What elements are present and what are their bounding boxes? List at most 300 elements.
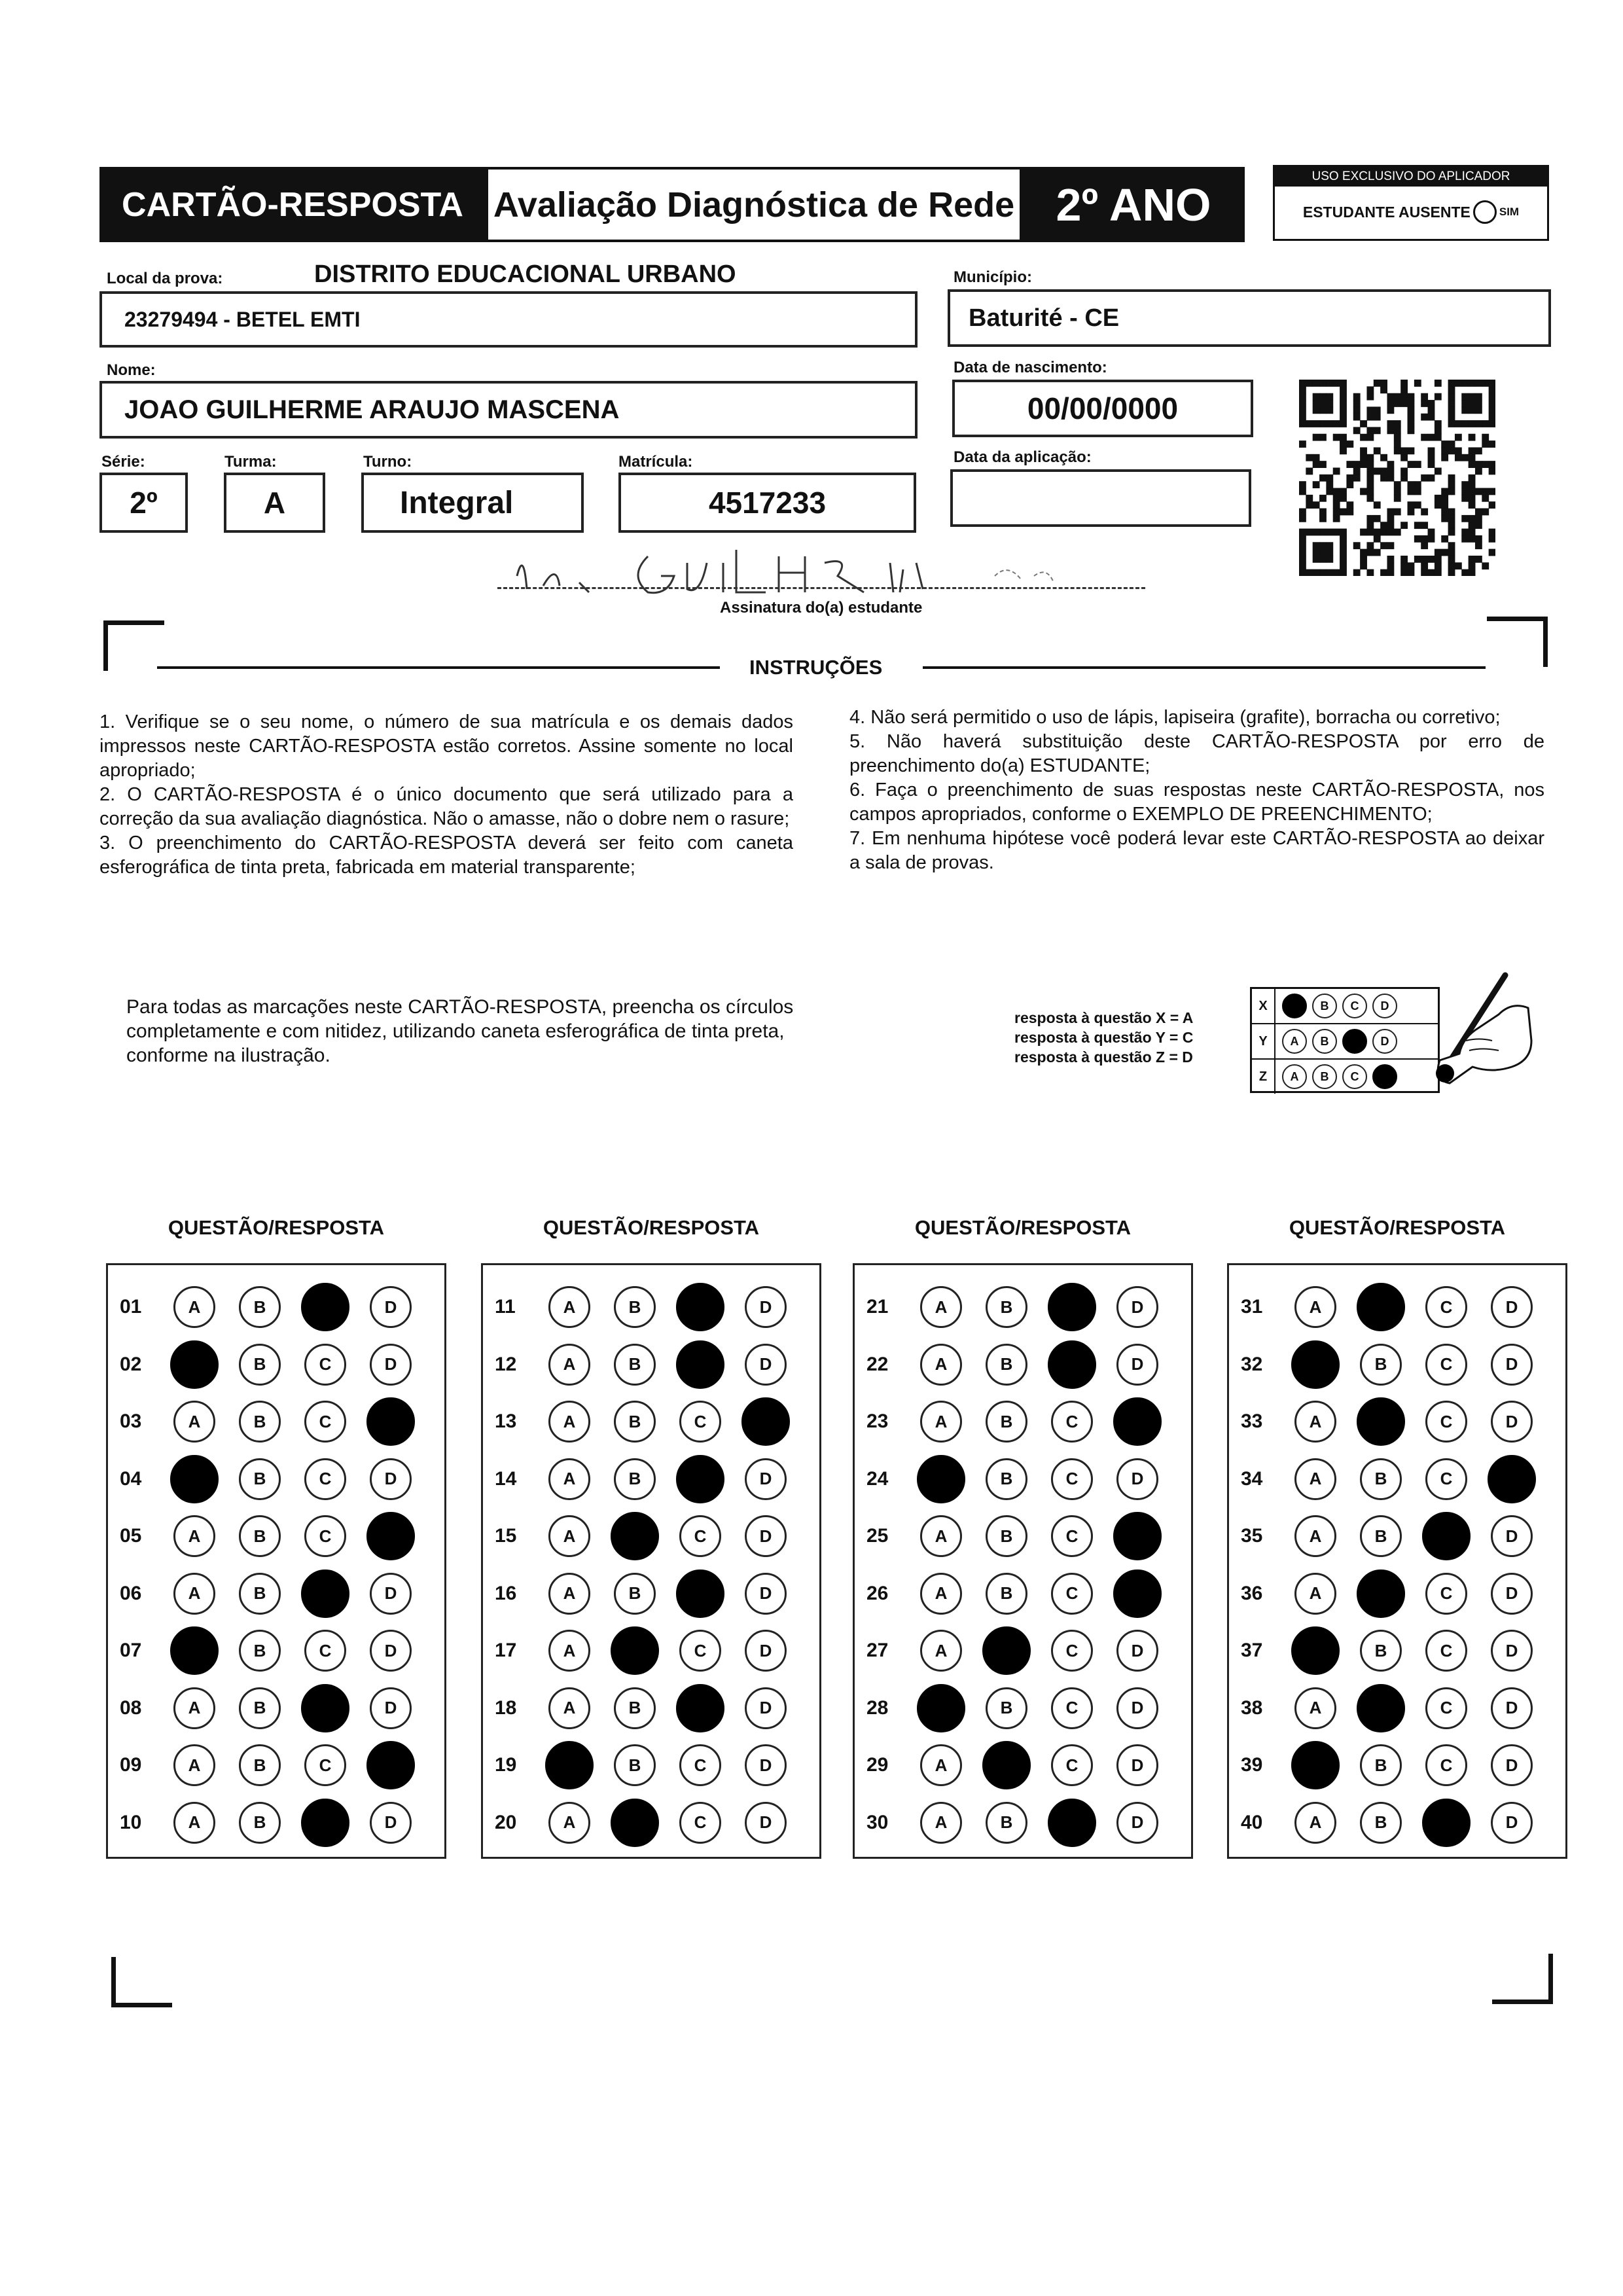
answer-bubble-d[interactable]: D bbox=[745, 1744, 787, 1786]
answer-bubble-b[interactable]: B bbox=[239, 1744, 281, 1786]
answer-bubble-b[interactable]: B bbox=[982, 1741, 1031, 1789]
qr-module bbox=[1469, 481, 1476, 488]
answer-bubble-d[interactable]: D bbox=[1116, 1802, 1158, 1844]
turno-field[interactable] bbox=[361, 473, 584, 533]
answer-bubble-a[interactable]: A bbox=[548, 1630, 590, 1672]
qr-module bbox=[1428, 556, 1435, 563]
answer-bubble-a[interactable]: A bbox=[917, 1455, 965, 1503]
answer-bubble-c[interactable]: C bbox=[1048, 1283, 1096, 1331]
qr-finder-module bbox=[1461, 406, 1469, 414]
answer-bubble-c[interactable]: C bbox=[676, 1570, 724, 1618]
answer-bubble-c[interactable]: C bbox=[304, 1630, 346, 1672]
question-row bbox=[855, 1278, 1191, 1336]
answer-bubble-a[interactable]: A bbox=[1294, 1687, 1336, 1729]
answer-bubble-b[interactable]: B bbox=[1360, 1630, 1402, 1672]
qr-module bbox=[1421, 522, 1428, 529]
qr-module bbox=[1408, 501, 1415, 509]
answer-bubble-a[interactable]: A bbox=[920, 1344, 962, 1386]
question-number: 08 bbox=[120, 1696, 142, 1719]
qr-module bbox=[1408, 400, 1415, 407]
answer-bubble-d[interactable]: D bbox=[370, 1687, 412, 1729]
answer-bubble-c[interactable]: C bbox=[1425, 1344, 1467, 1386]
answer-bubble-b[interactable]: B bbox=[239, 1573, 281, 1615]
answer-bubble-c[interactable]: C bbox=[301, 1570, 349, 1618]
qr-finder-module bbox=[1326, 420, 1333, 427]
answer-bubble-b[interactable]: B bbox=[986, 1573, 1027, 1615]
qr-module bbox=[1299, 481, 1306, 488]
answer-bubble-a[interactable]: A bbox=[1294, 1573, 1336, 1615]
answer-bubble-d[interactable]: D bbox=[745, 1630, 787, 1672]
qr-finder-module bbox=[1299, 386, 1306, 393]
qr-module bbox=[1319, 515, 1327, 522]
answer-bubble-d[interactable]: D bbox=[745, 1515, 787, 1557]
answer-bubble-b[interactable]: B bbox=[986, 1458, 1027, 1500]
turma-value: A bbox=[263, 486, 286, 520]
instruction-item: 7. Em nenhuma hipótese você poderá levar este CARTÃO-RESPOSTA ao deixar a sala de provas. bbox=[849, 828, 1544, 873]
qr-finder-module bbox=[1326, 406, 1333, 414]
qr-module bbox=[1428, 454, 1435, 461]
qr-module bbox=[1448, 549, 1455, 556]
qr-module bbox=[1400, 467, 1408, 475]
qr-module bbox=[1353, 467, 1361, 475]
question-row bbox=[483, 1450, 819, 1508]
answer-bubble-a[interactable]: A bbox=[920, 1744, 962, 1786]
answer-bubble-c[interactable]: C bbox=[1051, 1630, 1093, 1672]
answer-bubble-c[interactable]: C bbox=[301, 1799, 349, 1847]
answer-bubble-b[interactable]: B bbox=[239, 1286, 281, 1328]
answer-bubble-a[interactable]: A bbox=[170, 1626, 219, 1675]
answer-bubble-c[interactable]: C bbox=[304, 1515, 346, 1557]
question-row bbox=[1229, 1565, 1565, 1623]
answer-bubble-a[interactable]: A bbox=[545, 1741, 594, 1789]
question-row bbox=[855, 1679, 1191, 1737]
answer-bubble-c[interactable]: C bbox=[1051, 1515, 1093, 1557]
qr-finder-module bbox=[1489, 393, 1495, 401]
answer-bubble-a[interactable]: A bbox=[170, 1340, 219, 1389]
answer-bubble-d[interactable]: D bbox=[1116, 1687, 1158, 1729]
qr-finder-module bbox=[1319, 549, 1327, 556]
qr-finder-module bbox=[1475, 406, 1482, 414]
absent-checkbox[interactable] bbox=[1473, 200, 1497, 224]
qr-module bbox=[1455, 454, 1462, 461]
answer-bubble-b[interactable]: B bbox=[614, 1573, 656, 1615]
instructions-rule-left bbox=[157, 666, 720, 669]
answer-bubble-a[interactable]: A bbox=[173, 1744, 215, 1786]
question-row bbox=[1229, 1794, 1565, 1852]
answer-bubble-d[interactable]: D bbox=[1113, 1397, 1162, 1446]
answer-bubble-d[interactable]: D bbox=[370, 1573, 412, 1615]
nascimento-value: 00/00/0000 bbox=[1027, 391, 1179, 425]
answer-bubble-c[interactable]: C bbox=[1425, 1573, 1467, 1615]
turma-field[interactable] bbox=[224, 473, 325, 533]
question-number: 17 bbox=[495, 1640, 517, 1661]
qr-finder-module bbox=[1326, 549, 1333, 556]
qr-module bbox=[1448, 529, 1455, 536]
qr-finder-module bbox=[1482, 420, 1489, 427]
example-bubble-b: B bbox=[1312, 994, 1337, 1018]
example-legend-item: resposta à questão X = A bbox=[1014, 1009, 1194, 1026]
answer-bubble-c[interactable]: C bbox=[1425, 1458, 1467, 1500]
answer-bubble-c[interactable]: C bbox=[679, 1515, 721, 1557]
answer-bubble-c[interactable]: C bbox=[1425, 1286, 1467, 1328]
qr-module bbox=[1333, 509, 1340, 516]
answer-bubble-b[interactable]: B bbox=[239, 1802, 281, 1844]
answer-bubble-b[interactable]: B bbox=[1357, 1283, 1405, 1331]
answer-bubble-c[interactable]: C bbox=[304, 1344, 346, 1386]
question-number: 19 bbox=[495, 1754, 517, 1776]
question-row bbox=[108, 1794, 444, 1852]
answer-bubble-d[interactable]: D bbox=[745, 1458, 787, 1500]
answer-bubble-d[interactable]: D bbox=[745, 1286, 787, 1328]
qr-module bbox=[1366, 515, 1374, 522]
qr-finder-module bbox=[1319, 569, 1327, 576]
answer-bubble-b[interactable]: B bbox=[239, 1458, 281, 1500]
qr-module bbox=[1374, 467, 1381, 475]
qr-finder-module bbox=[1306, 529, 1313, 536]
answer-bubble-c[interactable]: C bbox=[1048, 1799, 1096, 1847]
qr-module bbox=[1394, 447, 1401, 454]
answer-bubble-b[interactable]: B bbox=[239, 1687, 281, 1729]
answer-bubble-d[interactable]: D bbox=[366, 1741, 415, 1789]
answer-bubble-a[interactable]: A bbox=[548, 1344, 590, 1386]
qr-module bbox=[1366, 529, 1374, 536]
question-number: 24 bbox=[866, 1467, 889, 1490]
qr-module bbox=[1441, 447, 1448, 454]
qr-module bbox=[1360, 420, 1367, 427]
answer-bubble-b[interactable]: B bbox=[1360, 1458, 1402, 1500]
qr-module bbox=[1333, 488, 1340, 495]
answer-bubble-d[interactable]: D bbox=[745, 1687, 787, 1729]
answer-bubble-d[interactable]: D bbox=[1116, 1630, 1158, 1672]
qr-module bbox=[1360, 461, 1367, 468]
answer-bubble-b[interactable]: B bbox=[239, 1515, 281, 1557]
question-row bbox=[108, 1278, 444, 1336]
qr-module bbox=[1455, 434, 1462, 441]
answer-bubble-a[interactable]: A bbox=[548, 1515, 590, 1557]
qr-finder-module bbox=[1475, 400, 1482, 407]
instruction-item: 6. Faça o preenchimento de suas respostas neste CARTÃO-RESPOSTA, nos campos apropriados, conforme o EXEMPLO DE PREENCHIMENTO; bbox=[849, 780, 1544, 825]
instruction-item: 2. O CARTÃO-RESPOSTA é o único documento que será utilizado para a correção da sua avaliação diagnóstica. Não o amasse, não o dobre nem o rasure; bbox=[99, 784, 793, 829]
answer-bubble-d[interactable]: D bbox=[366, 1397, 415, 1446]
qr-module bbox=[1475, 467, 1482, 475]
qr-module bbox=[1469, 461, 1476, 468]
question-number: 35 bbox=[1241, 1525, 1263, 1547]
answer-bubble-a[interactable]: A bbox=[920, 1401, 962, 1443]
qr-finder-module bbox=[1340, 549, 1347, 556]
question-row bbox=[483, 1565, 819, 1623]
answer-bubble-b[interactable]: B bbox=[239, 1344, 281, 1386]
answer-bubble-d[interactable]: D bbox=[745, 1344, 787, 1386]
answer-bubble-c[interactable]: C bbox=[304, 1458, 346, 1500]
answer-bubble-d[interactable]: D bbox=[745, 1573, 787, 1615]
answer-bubble-d[interactable]: D bbox=[370, 1286, 412, 1328]
answer-bubble-c[interactable]: C bbox=[1425, 1744, 1467, 1786]
question-row bbox=[855, 1794, 1191, 1852]
answer-bubble-d[interactable]: D bbox=[1491, 1630, 1533, 1672]
qr-finder-module bbox=[1299, 393, 1306, 401]
qr-module bbox=[1346, 509, 1353, 516]
qr-module bbox=[1333, 495, 1340, 502]
qr-finder-module bbox=[1469, 393, 1476, 401]
answer-bubble-a[interactable]: A bbox=[548, 1687, 590, 1729]
qr-finder-module bbox=[1313, 556, 1320, 563]
answer-bubble-a[interactable]: A bbox=[548, 1573, 590, 1615]
qr-module bbox=[1428, 529, 1435, 536]
answer-bubble-a[interactable]: A bbox=[917, 1684, 965, 1732]
answer-bubble-c[interactable]: C bbox=[301, 1684, 349, 1732]
qr-module bbox=[1366, 393, 1374, 401]
answer-bubble-b[interactable]: B bbox=[986, 1515, 1027, 1557]
qr-module bbox=[1408, 488, 1415, 495]
answer-bubble-c[interactable]: C bbox=[1425, 1687, 1467, 1729]
answer-bubble-b[interactable]: B bbox=[986, 1286, 1027, 1328]
answer-bubble-c[interactable]: C bbox=[1051, 1744, 1093, 1786]
answer-bubble-c[interactable]: C bbox=[1051, 1573, 1093, 1615]
answer-bubble-c[interactable]: C bbox=[676, 1340, 724, 1389]
qr-module bbox=[1400, 522, 1408, 529]
answer-bubble-a[interactable]: A bbox=[1291, 1741, 1340, 1789]
qr-module bbox=[1448, 569, 1455, 576]
answer-bubble-a[interactable]: A bbox=[548, 1401, 590, 1443]
qr-module bbox=[1414, 461, 1421, 468]
serie-label: Série: bbox=[101, 453, 145, 471]
answer-bubble-d[interactable]: D bbox=[1491, 1344, 1533, 1386]
question-number: 36 bbox=[1241, 1582, 1263, 1604]
answer-bubble-b[interactable]: B bbox=[986, 1687, 1027, 1729]
qr-module bbox=[1414, 556, 1421, 563]
question-row bbox=[483, 1794, 819, 1852]
answer-bubble-d[interactable]: D bbox=[1116, 1286, 1158, 1328]
answer-bubble-b[interactable]: B bbox=[614, 1344, 656, 1386]
qr-finder-module bbox=[1299, 549, 1306, 556]
question-row bbox=[108, 1622, 444, 1679]
answer-bubble-c[interactable]: C bbox=[1422, 1799, 1471, 1847]
answer-bubble-d[interactable]: D bbox=[1116, 1458, 1158, 1500]
answer-bubble-a[interactable]: A bbox=[548, 1458, 590, 1500]
qr-module bbox=[1469, 501, 1476, 509]
qr-finder-module bbox=[1482, 380, 1489, 387]
answer-bubble-a[interactable]: A bbox=[1294, 1401, 1336, 1443]
answer-bubble-b[interactable]: B bbox=[614, 1687, 656, 1729]
qr-finder-module bbox=[1326, 380, 1333, 387]
qr-module bbox=[1408, 461, 1415, 468]
qr-finder-module bbox=[1313, 380, 1320, 387]
answer-bubble-c[interactable]: C bbox=[304, 1401, 346, 1443]
qr-module bbox=[1455, 562, 1462, 569]
answer-bubble-b[interactable]: B bbox=[1360, 1515, 1402, 1557]
nascimento-label: Data de nascimento: bbox=[954, 359, 1107, 376]
answer-bubble-a[interactable]: A bbox=[920, 1802, 962, 1844]
instructions-left bbox=[99, 710, 793, 880]
qr-module bbox=[1306, 454, 1313, 461]
answer-bubble-c[interactable]: C bbox=[676, 1455, 724, 1503]
answer-bubble-d[interactable]: D bbox=[1491, 1515, 1533, 1557]
qr-module bbox=[1469, 495, 1476, 502]
qr-module bbox=[1469, 515, 1476, 522]
answer-bubble-b[interactable]: B bbox=[611, 1626, 659, 1675]
answer-bubble-d[interactable]: D bbox=[1491, 1744, 1533, 1786]
answer-bubble-a[interactable]: A bbox=[173, 1515, 215, 1557]
question-number: 39 bbox=[1241, 1754, 1263, 1776]
municipio-value: Baturité - CE bbox=[969, 304, 1120, 332]
answer-bubble-d[interactable]: D bbox=[370, 1458, 412, 1500]
answer-bubble-b[interactable]: B bbox=[1357, 1684, 1405, 1732]
qr-module bbox=[1394, 488, 1401, 495]
question-column-title: QUESTÃO/RESPOSTA bbox=[543, 1216, 760, 1239]
answer-bubble-a[interactable]: A bbox=[173, 1687, 215, 1729]
answer-bubble-b[interactable]: B bbox=[986, 1344, 1027, 1386]
qr-finder-module bbox=[1340, 420, 1347, 427]
answer-bubble-c[interactable]: C bbox=[679, 1802, 721, 1844]
answer-bubble-b[interactable]: B bbox=[986, 1802, 1027, 1844]
municipio-field[interactable] bbox=[948, 289, 1551, 347]
local-value: 23279494 - BETEL EMTI bbox=[124, 307, 361, 331]
answer-bubble-d[interactable]: D bbox=[745, 1802, 787, 1844]
answer-bubble-b[interactable]: B bbox=[614, 1401, 656, 1443]
absent-option: SIM bbox=[1499, 206, 1520, 218]
serie-field[interactable] bbox=[99, 473, 188, 533]
answer-bubble-d[interactable]: D bbox=[366, 1512, 415, 1560]
answer-bubble-d[interactable]: D bbox=[1116, 1344, 1158, 1386]
answer-bubble-b[interactable]: B bbox=[614, 1744, 656, 1786]
answer-bubble-b[interactable]: B bbox=[1357, 1397, 1405, 1446]
answer-bubble-c[interactable]: C bbox=[676, 1684, 724, 1732]
qr-finder-module bbox=[1475, 393, 1482, 401]
answer-bubble-b[interactable]: B bbox=[614, 1458, 656, 1500]
answer-bubble-c[interactable]: C bbox=[679, 1744, 721, 1786]
answer-bubble-c[interactable]: C bbox=[1051, 1687, 1093, 1729]
answer-bubble-a[interactable]: A bbox=[173, 1573, 215, 1615]
example-bubble-c: C bbox=[1342, 994, 1367, 1018]
local-field[interactable] bbox=[99, 291, 918, 348]
answer-bubble-a[interactable]: A bbox=[1294, 1515, 1336, 1557]
answer-bubble-b[interactable]: B bbox=[239, 1630, 281, 1672]
answer-bubble-c[interactable]: C bbox=[301, 1283, 349, 1331]
qr-finder-module bbox=[1299, 380, 1306, 387]
qr-module bbox=[1428, 475, 1435, 482]
answer-bubble-b[interactable]: B bbox=[1360, 1344, 1402, 1386]
qr-finder-module bbox=[1319, 542, 1327, 549]
qr-module bbox=[1455, 447, 1462, 454]
matricula-field[interactable] bbox=[618, 473, 916, 533]
answer-bubble-a[interactable]: A bbox=[920, 1573, 962, 1615]
answer-bubble-c[interactable]: C bbox=[304, 1744, 346, 1786]
answer-bubble-d[interactable]: D bbox=[741, 1397, 790, 1446]
qr-module bbox=[1421, 542, 1428, 549]
answer-bubble-a[interactable]: A bbox=[920, 1515, 962, 1557]
corner-mark-bottom-right bbox=[1492, 1954, 1553, 2004]
qr-module bbox=[1326, 475, 1333, 482]
answer-bubble-a[interactable]: A bbox=[170, 1455, 219, 1503]
answer-bubble-c[interactable]: C bbox=[679, 1630, 721, 1672]
answer-bubble-a[interactable]: A bbox=[548, 1286, 590, 1328]
answer-bubble-c[interactable]: C bbox=[676, 1283, 724, 1331]
answer-bubble-d[interactable]: D bbox=[1491, 1802, 1533, 1844]
qr-module bbox=[1421, 556, 1428, 563]
answer-bubble-d[interactable]: D bbox=[370, 1630, 412, 1672]
answer-bubble-d[interactable]: D bbox=[1491, 1573, 1533, 1615]
answer-bubble-a[interactable]: A bbox=[1294, 1458, 1336, 1500]
answer-bubble-a[interactable]: A bbox=[1291, 1340, 1340, 1389]
matricula-value: 4517233 bbox=[708, 486, 827, 520]
answer-bubble-a[interactable]: A bbox=[173, 1802, 215, 1844]
qr-module bbox=[1475, 535, 1482, 543]
qr-module bbox=[1380, 522, 1387, 529]
answer-bubble-d[interactable]: D bbox=[1491, 1687, 1533, 1729]
answer-bubble-a[interactable]: A bbox=[173, 1286, 215, 1328]
answer-bubble-a[interactable]: A bbox=[1294, 1286, 1336, 1328]
answer-bubble-a[interactable]: A bbox=[920, 1286, 962, 1328]
qr-module bbox=[1482, 434, 1489, 441]
question-number: 26 bbox=[866, 1582, 889, 1604]
answer-bubble-b[interactable]: B bbox=[1360, 1802, 1402, 1844]
qr-module bbox=[1408, 420, 1415, 427]
qr-module bbox=[1299, 509, 1306, 516]
aplicacao-field[interactable] bbox=[950, 469, 1251, 527]
answer-bubble-a[interactable]: A bbox=[173, 1401, 215, 1443]
answer-bubble-c[interactable]: C bbox=[1048, 1340, 1096, 1389]
qr-module bbox=[1441, 488, 1448, 495]
qr-module bbox=[1414, 380, 1421, 387]
answer-bubble-a[interactable]: A bbox=[920, 1630, 962, 1672]
qr-finder-module bbox=[1326, 393, 1333, 401]
qr-finder-module bbox=[1319, 406, 1327, 414]
answer-bubble-d[interactable]: D bbox=[1491, 1401, 1533, 1443]
answer-bubble-d[interactable]: D bbox=[1488, 1455, 1536, 1503]
answer-bubble-c[interactable]: C bbox=[1051, 1401, 1093, 1443]
answer-bubble-b[interactable]: B bbox=[1357, 1570, 1405, 1618]
question-row bbox=[483, 1393, 819, 1450]
answer-bubble-d[interactable]: D bbox=[1113, 1570, 1162, 1618]
qr-module bbox=[1482, 440, 1489, 448]
answer-bubble-a[interactable]: A bbox=[548, 1802, 590, 1844]
qr-finder-module bbox=[1333, 380, 1340, 387]
answer-bubble-d[interactable]: D bbox=[1491, 1286, 1533, 1328]
answer-bubble-b[interactable]: B bbox=[611, 1799, 659, 1847]
answer-bubble-d[interactable]: D bbox=[370, 1344, 412, 1386]
answer-bubble-d[interactable]: D bbox=[1113, 1512, 1162, 1560]
qr-module bbox=[1489, 549, 1495, 556]
answer-bubble-b[interactable]: B bbox=[982, 1626, 1031, 1675]
qr-module bbox=[1448, 447, 1455, 454]
answer-bubble-b[interactable]: B bbox=[986, 1401, 1027, 1443]
qr-module bbox=[1387, 420, 1394, 427]
answer-bubble-b[interactable]: B bbox=[611, 1512, 659, 1560]
qr-module bbox=[1360, 529, 1367, 536]
answer-bubble-c[interactable]: C bbox=[1422, 1512, 1471, 1560]
answer-bubble-a[interactable]: A bbox=[1294, 1802, 1336, 1844]
answer-bubble-c[interactable]: C bbox=[679, 1401, 721, 1443]
answer-bubble-b[interactable]: B bbox=[1360, 1744, 1402, 1786]
answer-bubble-b[interactable]: B bbox=[239, 1401, 281, 1443]
answer-bubble-d[interactable]: D bbox=[1116, 1744, 1158, 1786]
nascimento-field[interactable] bbox=[952, 380, 1253, 437]
qr-module bbox=[1333, 467, 1340, 475]
answer-bubble-d[interactable]: D bbox=[370, 1802, 412, 1844]
qr-finder-module bbox=[1340, 414, 1347, 421]
question-row bbox=[483, 1679, 819, 1737]
answer-bubble-c[interactable]: C bbox=[1425, 1401, 1467, 1443]
question-number: 12 bbox=[495, 1353, 517, 1375]
answer-bubble-c[interactable]: C bbox=[1051, 1458, 1093, 1500]
qr-module bbox=[1353, 400, 1361, 407]
question-number: 02 bbox=[120, 1353, 142, 1375]
qr-module bbox=[1360, 454, 1367, 461]
answer-bubble-c[interactable]: C bbox=[1425, 1630, 1467, 1672]
nome-field[interactable] bbox=[99, 381, 918, 439]
answer-bubble-b[interactable]: B bbox=[614, 1286, 656, 1328]
answer-bubble-a[interactable]: A bbox=[1291, 1626, 1340, 1675]
